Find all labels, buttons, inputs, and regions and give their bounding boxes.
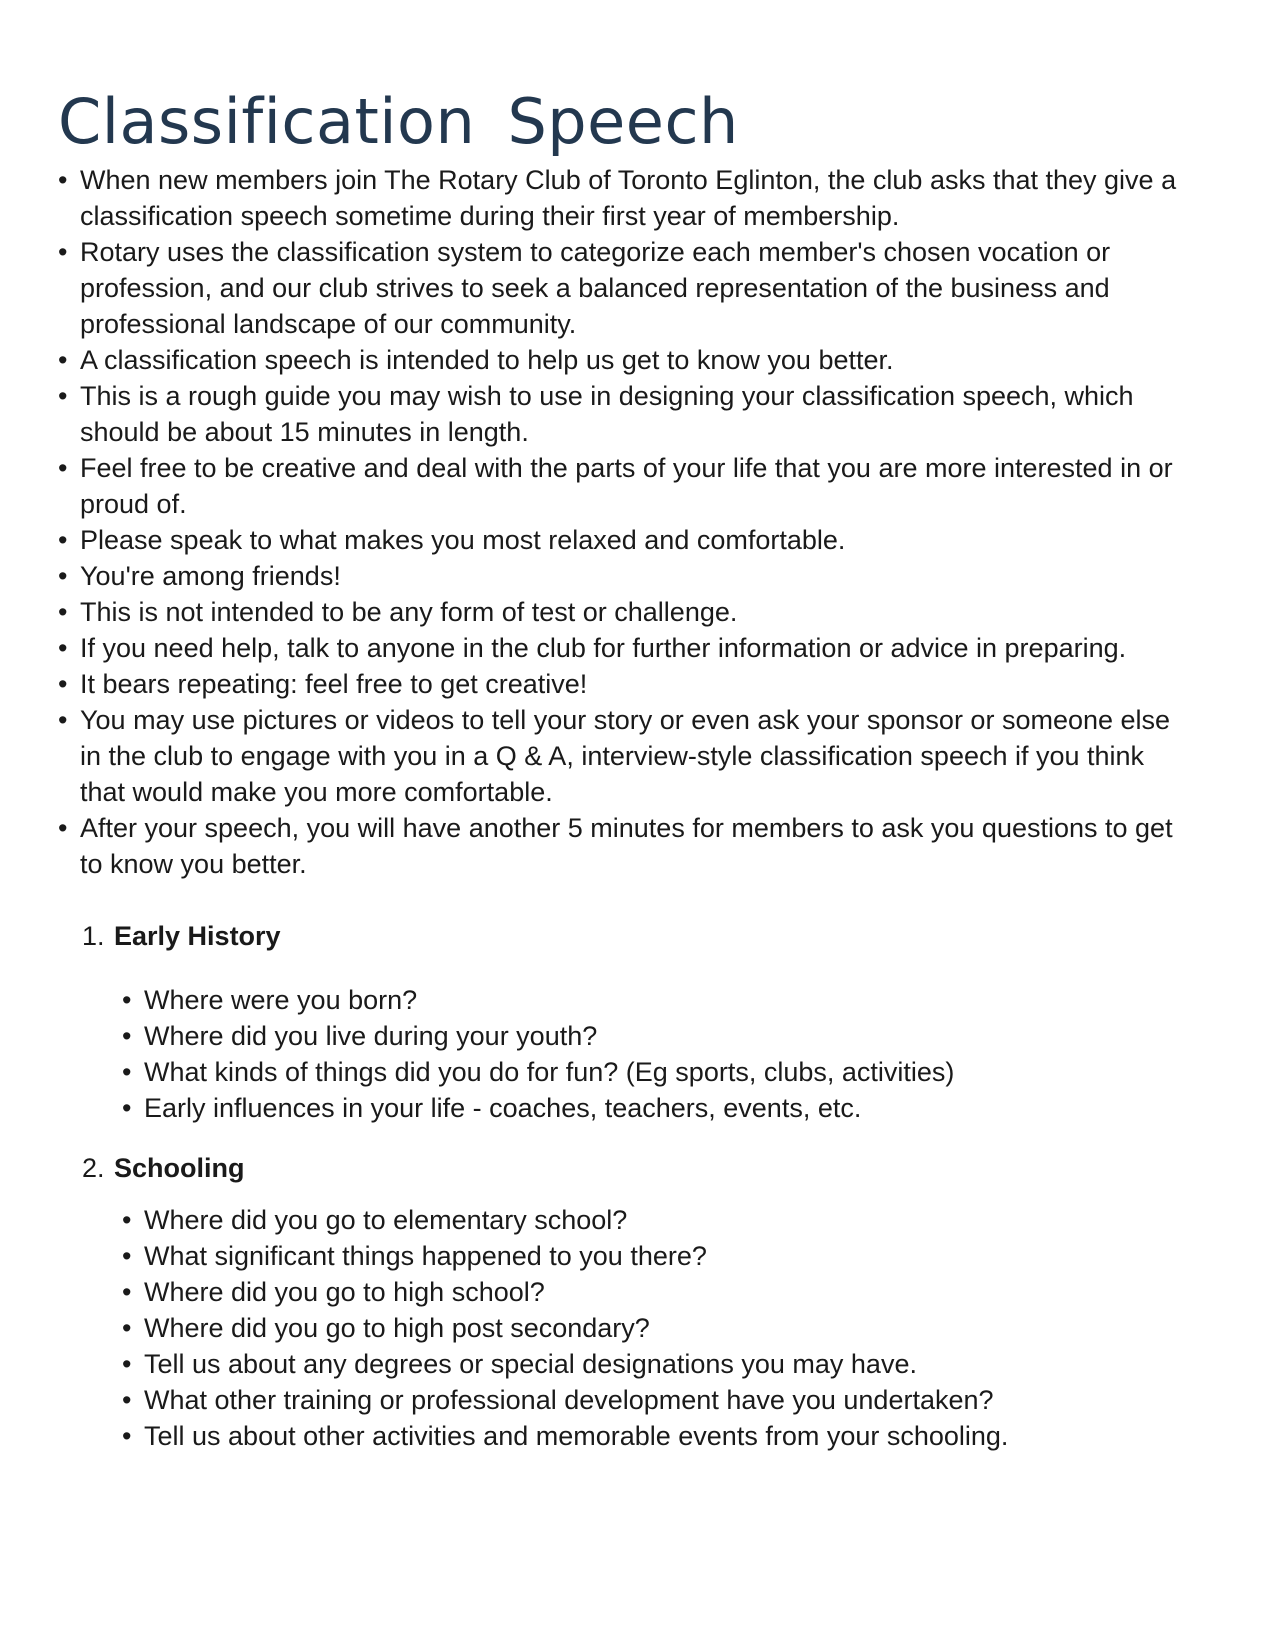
list-item: • Feel free to be creative and deal with the parts of your life that you are more interested in or proud of.	[58, 450, 1195, 522]
list-item: • This is a rough guide you may wish to use in designing your classification speech, which should be about 15 minutes in length.	[58, 378, 1195, 450]
list-item: • You're among friends!	[58, 558, 1195, 594]
list-item: • If you need help, talk to anyone in the club for further information or advice in preparing.	[58, 630, 1195, 666]
section-number: 1.	[82, 921, 105, 951]
page-title: Classification Speech	[58, 85, 739, 158]
list-item: • A classification speech is intended to help us get to know you better.	[58, 342, 1195, 378]
list-item: • Where were you born?	[122, 982, 1195, 1018]
list-item: • What significant things happened to you there?	[122, 1238, 1195, 1274]
list-item: • Where did you go to high school?	[122, 1274, 1195, 1310]
list-item: • After your speech, you will have another 5 minutes for members to ask you questions to get to know you better.	[58, 810, 1195, 882]
list-item: • You may use pictures or videos to tell your story or even ask your sponsor or someone else in the club to engage with you in a Q & A, interview-style classification speech if you think that would make you more comfortable.	[58, 702, 1195, 810]
list-item: • Where did you go to high post secondary?	[122, 1310, 1195, 1346]
section-list	[58, 918, 1195, 1454]
list-item: • Please speak to what makes you most relaxed and comfortable.	[58, 522, 1195, 558]
section-bullet-list	[114, 982, 1195, 1126]
section-heading: Schooling	[114, 1153, 245, 1183]
guide-bullet-list	[58, 342, 1195, 882]
intro-bullet-list	[58, 162, 1195, 342]
list-item: • This is not intended to be any form of test or challenge.	[58, 594, 1195, 630]
list-item: • Early influences in your life - coaches, teachers, events, etc.	[122, 1090, 1195, 1126]
list-item: • Where did you go to elementary school?	[122, 1202, 1195, 1238]
section-heading: Early History	[114, 921, 281, 951]
section-early-history	[58, 918, 1195, 1126]
section-schooling	[58, 1150, 1195, 1454]
list-item: • When new members join The Rotary Club of Toronto Eglinton, the club asks that they give a classification speech sometime during their first year of membership.	[58, 162, 1195, 234]
list-item: • Tell us about any degrees or special designations you may have.	[122, 1346, 1195, 1382]
list-item: • What other training or professional development have you undertaken?	[122, 1382, 1195, 1418]
list-item: • Where did you live during your youth?	[122, 1018, 1195, 1054]
section-number: 2.	[82, 1153, 105, 1183]
list-item: • Rotary uses the classification system to categorize each member's chosen vocation or profession, and our club strives to seek a balanced representation of the business and professional landscape of our community.	[58, 234, 1195, 342]
list-item: • It bears repeating: feel free to get creative!	[58, 666, 1195, 702]
list-item: • Tell us about other activities and memorable events from your schooling.	[122, 1418, 1195, 1454]
section-bullet-list	[114, 1202, 1195, 1454]
list-item: • What kinds of things did you do for fun? (Eg sports, clubs, activities)	[122, 1054, 1195, 1090]
